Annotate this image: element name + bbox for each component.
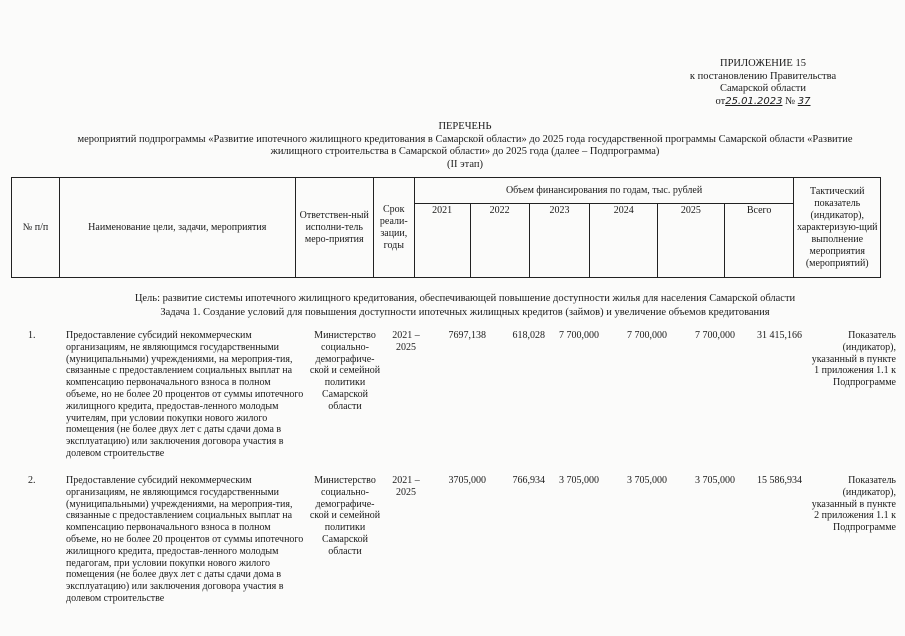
appendix-block (663, 58, 863, 108)
row-term: 2021 – 2025 (392, 475, 420, 498)
handwritten-date: 25.01.2023 (725, 95, 783, 107)
row-executor: Министерство социально-демографиче-ской и семейной политики Самарской области (309, 475, 381, 557)
row-value-2022: 618,028 (512, 330, 545, 341)
table-header (11, 177, 881, 278)
row-value-2021: 3705,000 (448, 475, 486, 486)
row-value-2025: 7 700,000 (695, 330, 735, 341)
date-prefix: от (715, 95, 726, 107)
appendix-title: ПРИЛОЖЕНИЕ 15 (720, 58, 806, 69)
handwritten-number: 37 (797, 95, 811, 107)
goal-text: Цель: развитие системы ипотечного жилищного кредитования, обеспечивающей повышение доступности жилья для населения Самарской области (134, 293, 796, 304)
appendix-line: к постановлению Правительства (689, 70, 837, 82)
number-prefix: № (785, 95, 796, 107)
header-year-2023: 2023 (529, 204, 590, 278)
row-executor: Министерство социально-демографиче-ской и семейной политики Самарской области (309, 330, 381, 412)
row-total: 31 415,166 (757, 330, 802, 341)
header-year-2021: 2021 (414, 204, 470, 278)
row-num: 1. (28, 330, 36, 341)
row-term: 2021 – 2025 (392, 330, 420, 353)
row-value-2023: 3 705,000 (559, 475, 599, 486)
row-value-2024: 3 705,000 (627, 475, 667, 486)
document-title (60, 121, 870, 171)
title-heading: ПЕРЕЧЕНЬ (438, 121, 492, 132)
title-stage: (II этап) (447, 158, 483, 170)
header-term: Срок реали-зации, годы (373, 178, 414, 278)
row-total: 15 586,934 (757, 475, 802, 486)
header-year-2024: 2024 (590, 204, 658, 278)
row-indicator: Показатель (индикатор), указанный в пункте 2 приложения 1.1 к Подпрограмме (811, 475, 896, 534)
row-name: Предоставление субсидий некоммерческим организациям, не являющимся государственными (муниципальными) учреждениями, на мероприя-тия, связанные с предоставлением социальных выплат на компенсацию первоначального взноса в полном объеме, но не более 20 процентов от суммы ипотечного жилищного кредита, предостав-ленного молодым педагогам, при условии покупки нового жилого помещения (не более двух лет с даты сдачи дома в эксплуатацию) или заключения договора участия в долевом строительстве (66, 475, 304, 604)
row-value-2022: 766,934 (512, 475, 545, 486)
header-total: Всего (724, 204, 794, 278)
header-funding: Объем финансирования по годам, тыс. рублей (414, 178, 794, 204)
task-text: Задача 1. Создание условий для повышения доступности ипотечных жилищных кредитов (займов) и увеличение объемов кредитования (160, 306, 770, 318)
row-value-2025: 3 705,000 (695, 475, 735, 486)
header-num: № п/п (12, 178, 60, 278)
header-executor: Ответствен-ный исполни-тель меро-приятия (295, 178, 373, 278)
header-year-2022: 2022 (470, 204, 529, 278)
row-value-2023: 7 700,000 (559, 330, 599, 341)
title-description: мероприятий подпрограммы «Развитие ипотечного жилищного кредитования в Самарской области» до 2025 года государственной программы Самарской области «Развитие жилищного строительства в Самарской области» до 2025 года (далее – Подпрограмма) (77, 133, 853, 157)
row-name: Предоставление субсидий некоммерческим организациям, не являющимся государственными (муниципальными) учреждениями, на мероприя-тия, связанные с предоставлением социальных выплат на компенсацию первоначального взноса в полном объеме, но не более 20 процентов от суммы ипотечного жилищного кредита, предостав-ленного молодым учителям, при условии покупки нового жилого помещения (не более двух лет с даты сдачи дома в эксплуатацию) или заключения договора участия в долевом строительстве (66, 330, 304, 459)
header-indicator: Тактический показатель (индикатор), характеризую-щий выполнение мероприятия (мероприятий) (794, 178, 881, 278)
row-num: 2. (28, 475, 36, 486)
header-name: Наименование цели, задачи, мероприятия (59, 178, 295, 278)
row-value-2024: 7 700,000 (627, 330, 667, 341)
appendix-line: Самарской области (720, 83, 806, 94)
row-indicator: Показатель (индикатор), указанный в пункте 1 приложения 1.1 к Подпрограмме (811, 330, 896, 389)
row-value-2021: 7697,138 (448, 330, 486, 341)
header-year-2025: 2025 (658, 204, 725, 278)
appendix-date-line (663, 96, 863, 109)
goal-block (60, 292, 870, 319)
